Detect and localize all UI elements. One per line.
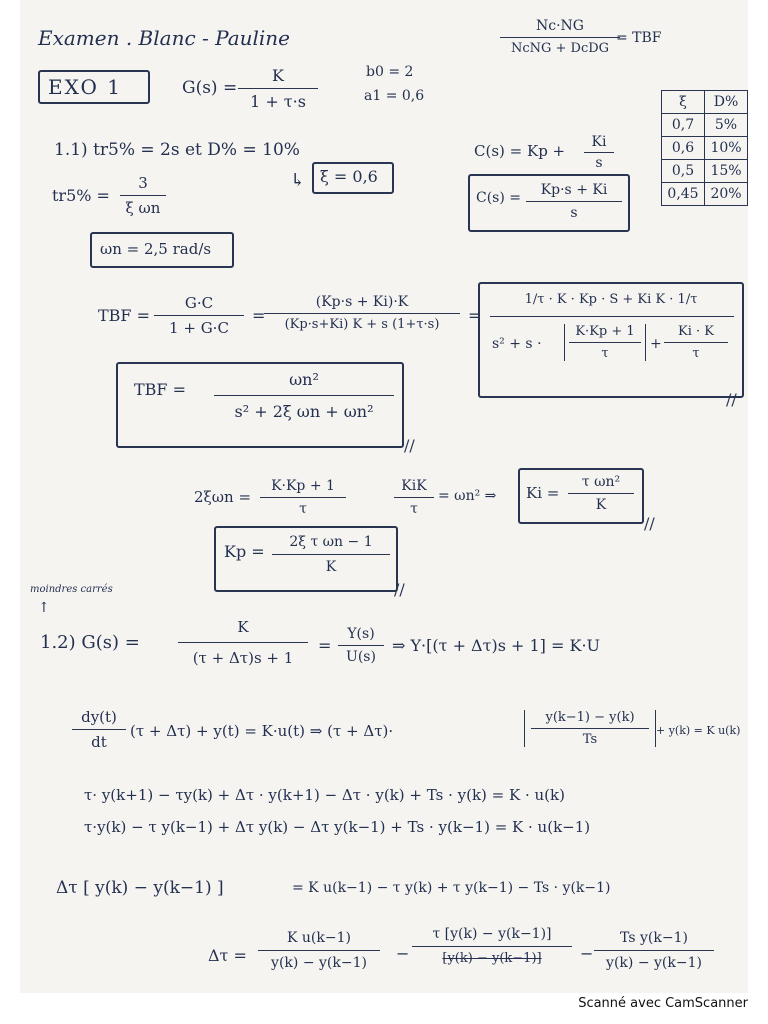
tbf-result-box (116, 362, 404, 448)
equation-line-5-lhs: Δτ [ y(k) − y(k−1) ] (56, 878, 224, 898)
final-frac3-den: y(k) − y(k−1) (606, 955, 702, 971)
tbf-header-den: NcNG + DcDG (510, 41, 610, 56)
final-frac1 (258, 930, 380, 971)
deriv-bracket-num: y(k−1) − y(k) (545, 710, 635, 725)
final-frac1-num: K u(k−1) (287, 930, 351, 946)
tbf-header-eq: = TBF (616, 30, 662, 46)
eq1-num: K·Kp + 1 (271, 478, 335, 494)
tbf-frac3-den-c: + (650, 336, 662, 352)
tbf-box-lhs: TBF = (134, 380, 187, 399)
tbf-frac3-den-b-den: τ (601, 346, 609, 361)
eq2-fraction (394, 478, 434, 517)
table-cell: 0,7 (662, 114, 705, 137)
kp-slash: // (394, 580, 405, 599)
tbf-frac2-num: (Kp·s + Ki)·K (315, 294, 409, 310)
tbf-frac3-den-b (564, 324, 646, 361)
q12-label: 1.2) G(s) = (40, 632, 140, 653)
c-box-fraction (526, 182, 622, 221)
q12-y-num: Y(s) (347, 626, 375, 642)
tbf-result-slash: // (404, 436, 415, 455)
wn-box (90, 232, 234, 268)
g-lhs: G(s) = (182, 78, 238, 98)
ki-lhs: Ki = (526, 484, 560, 502)
xi-box (312, 162, 394, 194)
tbf-eq-sign: = (252, 306, 266, 325)
q12-g-num: K (237, 618, 249, 636)
xi-d-table (661, 90, 748, 206)
deriv-bracket-den: Ts (582, 732, 598, 747)
q12-g-den: (τ + Δτ)s + 1 (192, 649, 294, 667)
table-cell: 10% (705, 137, 748, 160)
arrow-icon: ↳ (290, 170, 306, 191)
deriv-bracket-fraction (524, 710, 656, 747)
final-frac2 (412, 926, 572, 966)
ki-den: K (595, 497, 607, 513)
tbf-frac2-den: (Kp·s+Ki) K + s (1+τ·s) (284, 317, 440, 332)
tbf-frac3-den-a: s² + s · (492, 336, 542, 352)
scanned-sheet (20, 0, 748, 993)
eq1-fraction (260, 478, 346, 517)
tr-lhs: tr5% = (52, 186, 110, 205)
table-header-xi: ξ (662, 91, 705, 114)
table-cell: 20% (705, 183, 748, 206)
a1-value: a1 = 0,6 (364, 88, 425, 104)
q12-eq: = (318, 636, 332, 655)
scanner-footer: Scanné avec CamScanner (578, 996, 748, 1011)
table-row (662, 114, 748, 137)
kp-num: 2ξ τ ωn − 1 (289, 534, 373, 550)
tbf-frac1 (154, 294, 244, 337)
table-cell: 0,5 (662, 160, 705, 183)
tbf-box-fraction (214, 370, 394, 421)
c-den: s (595, 155, 603, 171)
tbf-expanded-slash: // (726, 390, 737, 409)
table-row (662, 137, 748, 160)
eq1-den: τ (299, 501, 307, 517)
tbf-eq-sign-2: = (468, 306, 482, 325)
ki-fraction (568, 474, 634, 513)
deriv-den: dt (91, 733, 107, 751)
tbf-lhs: TBF = (98, 306, 151, 325)
table-cell: 0,45 (662, 183, 705, 206)
equation-line-4: τ·y(k) − τ y(k−1) + Δτ y(k) − Δτ y(k−1) + Ts · y(k−1) = K · u(k−1) (84, 818, 591, 836)
tbf-header-fraction (500, 18, 620, 56)
tbf-expanded-box (478, 282, 744, 398)
q12-rhs: ⇒ Y·[(τ + Δτ)s + 1] = K·U (392, 636, 601, 655)
equation-line-3: τ· y(k+1) − τy(k) + Δτ · y(k+1) − Δτ · y(k) + Ts · y(k) = K · u(k) (84, 786, 565, 804)
deriv-fraction (72, 708, 126, 751)
final-minus-2: − (580, 944, 594, 963)
table-cell: 15% (705, 160, 748, 183)
ki-box (518, 468, 644, 524)
c-box-den: s (570, 205, 578, 221)
tr-fraction (120, 174, 166, 217)
xi-box-text: ξ = 0,6 (320, 167, 378, 186)
c-box (468, 174, 630, 232)
q12-g-fraction (178, 618, 308, 667)
c-line: C(s) = Kp + (474, 142, 566, 160)
c-num: Ki (591, 134, 607, 150)
deriv-end: + y(k) = K u(k) (656, 724, 741, 737)
wn-box-text: ωn = 2,5 rad/s (100, 240, 212, 258)
table-header-row (662, 91, 748, 114)
tbf-header-num: Nc·NG (536, 18, 584, 34)
deriv-num: dy(t) (81, 708, 117, 726)
table-cell: 5% (705, 114, 748, 137)
tbf-frac3-den-d-den: τ (692, 346, 700, 361)
eq2-rhs: = ωn² ⇒ (438, 488, 497, 504)
final-frac3 (594, 930, 714, 971)
g-den: 1 + τ·s (250, 92, 306, 111)
final-frac2-num: τ [y(k) − y(k−1)] (432, 926, 552, 942)
equation-line-5-rhs: = K u(k−1) − τ y(k) + τ y(k−1) − Ts · y(k−1) (292, 880, 611, 896)
final-frac3-num: Ts y(k−1) (620, 930, 688, 946)
q11-statement: 1.1) tr5% = 2s et D% = 10% (54, 140, 300, 160)
table-header-d: D% (705, 91, 748, 114)
up-arrow-icon: ↑ (38, 600, 50, 616)
tbf-frac3-den-d-num: Ki · K (678, 324, 714, 339)
kp-fraction (272, 534, 390, 575)
tbf-frac3-num: 1/τ · K · Kp · S + Ki K · 1/τ (524, 292, 698, 307)
tbf-frac1-num: G·C (184, 294, 214, 312)
table-row (662, 160, 748, 183)
c-fraction (584, 134, 614, 171)
kp-den: K (325, 559, 337, 575)
ki-slash: // (644, 514, 655, 533)
tbf-frac3-den-b-num: K·Kp + 1 (575, 324, 635, 339)
c-box-num: Kp·s + Ki (540, 182, 608, 198)
tr-den: ξ ωn (125, 199, 161, 217)
b0-value: b0 = 2 (366, 64, 414, 80)
tbf-box-den: s² + 2ξ ωn + ωn² (234, 402, 374, 421)
final-minus-1: − (396, 944, 410, 963)
page-title: Examen . Blanc - Pauline (38, 26, 291, 50)
exo-label: EXO 1 (48, 75, 122, 99)
kp-lhs: Kp = (224, 542, 265, 561)
final-frac2-den: [y(k) − y(k−1)] (442, 951, 542, 966)
eq2-num: KiK (401, 478, 427, 494)
kp-box (214, 526, 398, 592)
deriv-mid: (τ + Δτ) + y(t) = K·u(t) ⇒ (τ + Δτ)· (130, 722, 394, 740)
tbf-frac3-bar (490, 316, 734, 317)
c-box-lhs: C(s) = (476, 190, 522, 206)
least-squares-note: moindres carrés (30, 584, 113, 595)
ki-num: τ ωn² (581, 474, 621, 490)
tbf-frac3-den-d (664, 324, 728, 361)
tbf-frac2 (264, 294, 460, 332)
table-cell: 0,6 (662, 137, 705, 160)
q12-y-den: U(s) (346, 649, 376, 665)
table-row (662, 183, 748, 206)
q12-y-fraction (338, 626, 384, 665)
exo-label-box (38, 70, 150, 104)
g-fraction (238, 66, 318, 111)
eq2-den: τ (410, 501, 418, 517)
tr-num: 3 (138, 174, 148, 192)
final-frac1-den: y(k) − y(k−1) (271, 955, 367, 971)
g-num: K (272, 66, 284, 85)
eq1-lhs: 2ξωn = (194, 488, 252, 506)
final-lhs: Δτ = (208, 946, 247, 965)
tbf-frac1-den: 1 + G·C (169, 319, 229, 337)
tbf-box-num: ωn² (289, 370, 319, 389)
